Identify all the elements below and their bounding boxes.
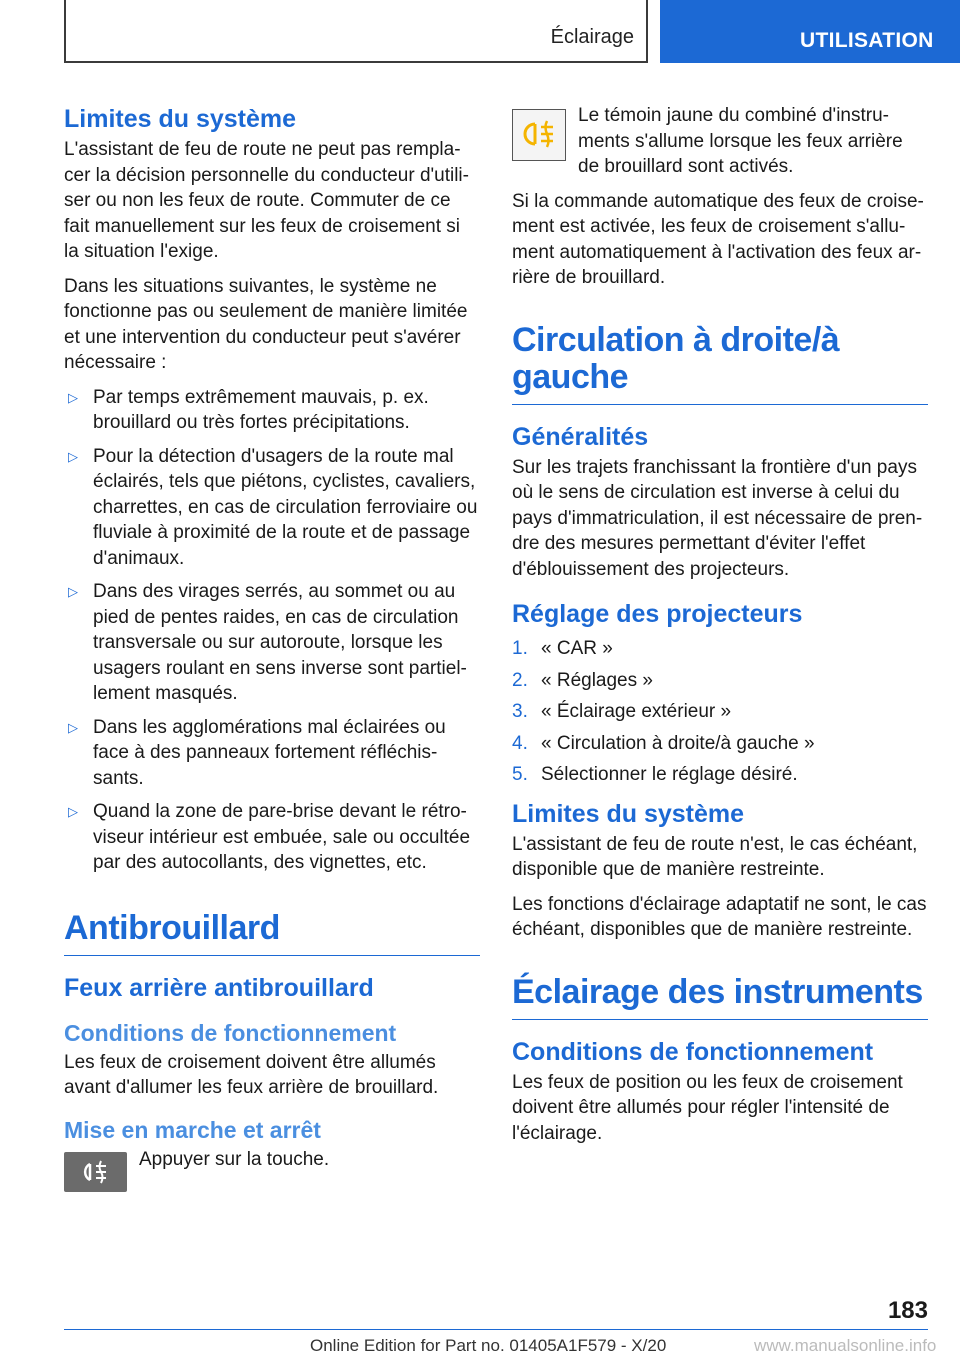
paragraph: Le témoin jaune du combiné d'instru-ments s'allume lorsque les feux arrière de brouillard sont activés. — [578, 105, 903, 177]
right-column — [512, 103, 928, 1155]
list-item: 1. « CAR » — [512, 638, 613, 659]
left-column — [64, 103, 480, 1192]
list-item: ▷ Par temps extrêmement mauvais, p. ex. brouillard ou très fortes précipitations. — [68, 386, 429, 433]
paragraph: Appuyer sur la touche. — [139, 1148, 330, 1170]
triangle-bullet-icon: ▷ — [68, 804, 78, 819]
heading-limites: Limites du système — [64, 105, 297, 133]
heading-antibrouillard: Antibrouillard — [64, 910, 480, 956]
paragraph: Sur les trajets franchissant la frontière d'un pays où le sens de circulation est inverse à celui du pays d'immatriculation, il est nécessaire de pren-dre des mesures permettant d'éviter l'effet d'éblouissement des projecteurs. — [512, 456, 923, 580]
heading-feux-arriere: Feux arrière antibrouillard — [64, 973, 374, 1002]
rear-fog-indicator-icon — [512, 109, 566, 161]
triangle-bullet-icon: ▷ — [68, 719, 78, 735]
footer-divider — [64, 1329, 928, 1330]
heading-mise-en-marche: Mise en marche et arrêt — [64, 1116, 321, 1143]
heading-reglage: Réglage des projecteurs — [512, 600, 803, 628]
list-item: ▷ Quand la zone de pare-brise devant le rétro-viseur intérieur est embuée, sale ou occultée par des autocollants, des vignettes, etc. — [68, 801, 471, 873]
heading-conditions: Conditions de fonctionnement — [512, 1037, 874, 1066]
header-chapter-tab: UTILISATION — [660, 0, 960, 63]
list-item: 4. « Circulation à droite/à gauche » — [512, 732, 815, 754]
watermark: www.manualsonline.info — [754, 1336, 937, 1355]
edition-note: Online Edition for Part no. 01405A1F579 - X/20 — [310, 1336, 667, 1355]
paragraph: Si la commande automatique des feux de croise-ment est activée, les feux de croisement s'allu-ment automatiquement à l'activation des feux ar-rière de brouillard. — [512, 190, 924, 288]
paragraph: Dans les situations suivantes, le système ne fonctionne pas ou seulement de manière limitée et une intervention du conducteur peut s'avérer nécessaire : — [64, 275, 468, 373]
list-item: ▷ Dans les agglomérations mal éclairées ou face à des panneaux fortement réfléchis-sants. — [68, 716, 446, 789]
paragraph: Les feux de position ou les feux de croisement doivent être allumés pour régler l'intensité de l'éclairage. — [512, 1071, 903, 1144]
page-number: 183 — [887, 1297, 928, 1324]
bullet-list — [64, 385, 480, 876]
list-item: ▷ Pour la détection d'usagers de la route mal éclairés, tels que piétons, cyclistes, cavaliers, charrettes, en cas de circulation ferroviaire ou fluviale à proximité de la route et de passage d'animaux. — [68, 445, 478, 569]
triangle-bullet-icon: ▷ — [68, 584, 78, 599]
paragraph: L'assistant de feu de route n'est, le cas échéant, disponible que de manière restreinte. — [512, 833, 918, 880]
list-item: 5. Sélectionner le réglage désiré. — [512, 764, 798, 785]
heading-circulation: Circulation à droite/à gauche — [512, 322, 928, 405]
paragraph: L'assistant de feu de route ne peut pas rempla-cer la décision personnelle du conducteur d'utili-ser ou non les feux de route. Commuter de ce fait manuellement sur les feux de croisement si la situation l'exige. — [64, 139, 469, 262]
numbered-steps — [512, 636, 928, 788]
triangle-bullet-icon: ▷ — [68, 389, 78, 405]
paragraph: Les feux de croisement doivent être allumés avant d'allumer les feux arrière de brouillard. — [64, 1051, 439, 1098]
rear-fog-button-icon — [64, 1152, 127, 1192]
list-item: 2. « Réglages » — [512, 669, 653, 691]
triangle-bullet-icon: ▷ — [68, 448, 78, 464]
indicator-instruction — [512, 103, 928, 189]
header-section-title: Éclairage — [550, 26, 634, 48]
heading-conditions: Conditions de fonctionnement — [64, 1019, 397, 1046]
list-item: ▷ Dans des virages serrés, au sommet ou au pied de pentes raides, en cas de circulation transversale ou sur autoroute, lorsque les usagers roulant en sens inverse sont partiel-lement masqués. — [68, 581, 467, 704]
heading-generalites: Généralités — [512, 422, 649, 451]
button-instruction — [64, 1147, 480, 1192]
heading-eclairage-instruments: Éclairage des instruments — [512, 974, 928, 1020]
heading-limites: Limites du système — [512, 799, 745, 828]
list-item: 3. « Éclairage extérieur » — [512, 701, 732, 722]
paragraph: Les fonctions d'éclairage adaptatif ne sont, le cas échéant, disponibles que de manière restreinte. — [512, 893, 927, 940]
